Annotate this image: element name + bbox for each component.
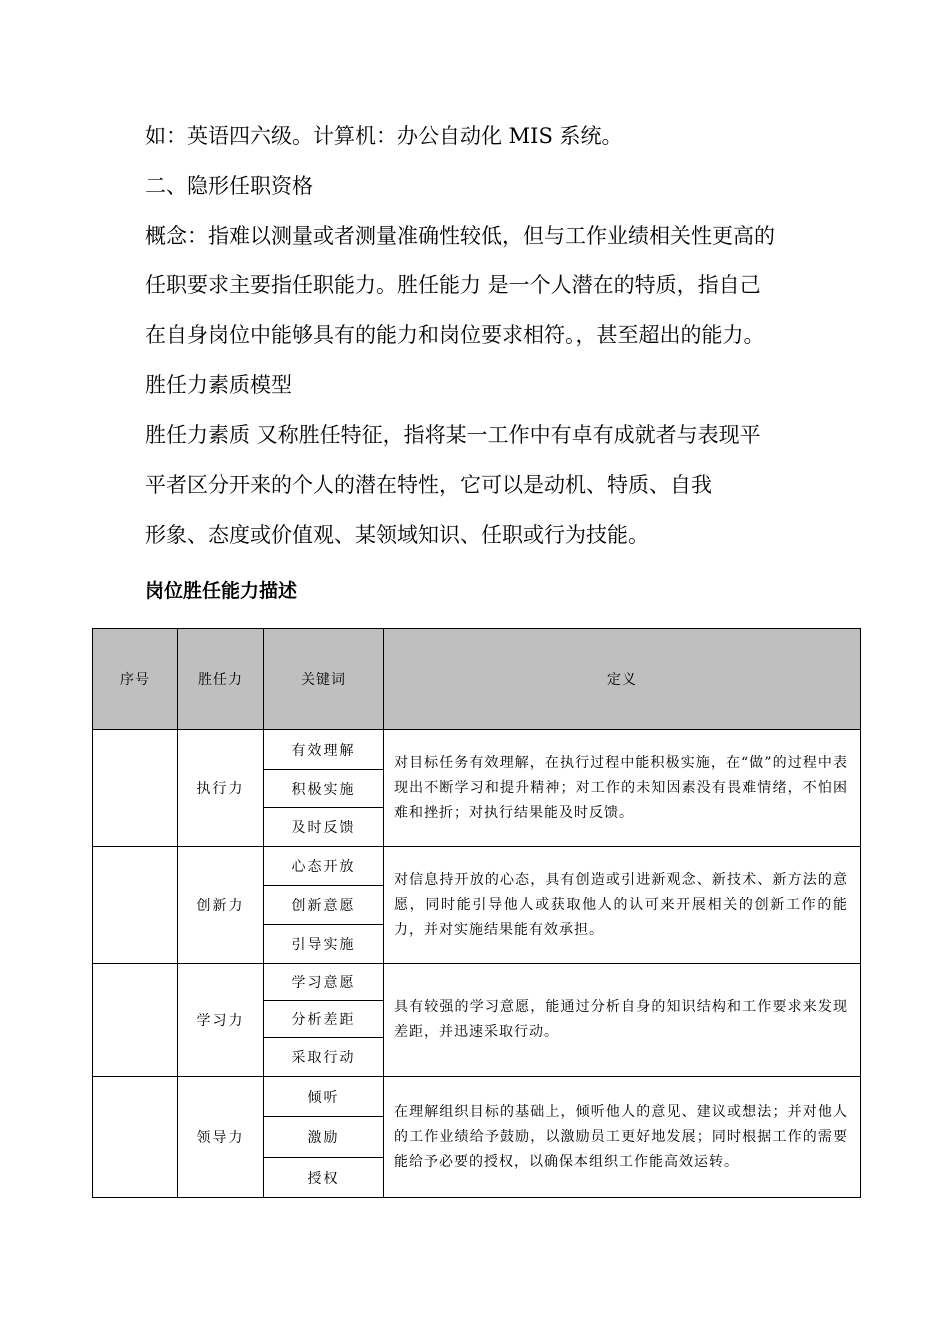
keyword-cell: 学习意愿 — [264, 964, 384, 1001]
definition-cell: 对信息持开放的心态，具有创造或引进新观念、新技术、新方法的意愿，同时能引导他人或获取他人的认可来开展相关的创新工作的能力，并对实施结果能有效承担。 — [384, 847, 861, 964]
keyword-cell: 有效理解 — [264, 730, 384, 770]
keyword-cell: 采取行动 — [264, 1038, 384, 1077]
table-row — [93, 730, 861, 770]
competency-cell: 领导力 — [178, 1077, 264, 1198]
table-row — [93, 964, 861, 1001]
keyword-cell: 倾听 — [264, 1077, 384, 1117]
keyword-cell: 授权 — [264, 1158, 384, 1198]
keyword-cell: 及时反馈 — [264, 808, 384, 847]
paragraph-line: 胜任力素质 又称胜任特征，指将某一工作中有卓有成就者与表现平 — [145, 423, 761, 447]
definition-cell: 对目标任务有效理解，在执行过程中能积极实施，在“做”的过程中表现出不断学习和提升精神；对工作的未知因素没有畏难情绪，不怕困难和挫折；对执行结果能及时反馈。 — [384, 730, 861, 847]
header-definition: 定义 — [384, 629, 861, 730]
header-seq: 序号 — [93, 629, 178, 730]
keyword-cell: 积极实施 — [264, 770, 384, 808]
seq-cell — [93, 964, 178, 1077]
competency-cell: 创新力 — [178, 847, 264, 964]
header-competency: 胜任力 — [178, 629, 264, 730]
competency-cell: 学习力 — [178, 964, 264, 1077]
table-row — [93, 1077, 861, 1117]
keyword-cell: 分析差距 — [264, 1001, 384, 1038]
keyword-cell: 心态开放 — [264, 847, 384, 886]
table-header-row — [93, 629, 861, 730]
section-heading: 二、隐形任职资格 — [145, 174, 313, 198]
definition-cell: 在理解组织目标的基础上，倾听他人的意见、建议或想法；并对他人的工作业绩给予鼓励，以激励员工更好地发展；同时根据工作的需要能给予必要的授权，以确保本组织工作能高效运转。 — [384, 1077, 861, 1198]
subsection-heading: 胜任力素质模型 — [145, 373, 292, 397]
header-keywords: 关键词 — [264, 629, 384, 730]
competency-cell: 执行力 — [178, 730, 264, 847]
competency-table — [92, 628, 861, 1198]
keyword-cell: 引导实施 — [264, 925, 384, 964]
paragraph-line: 在自身岗位中能够具有的能力和岗位要求相符。，甚至超出的能力。 — [145, 323, 765, 347]
paragraph-line: 概念：指难以测量或者测量准确性较低，但与工作业绩相关性更高的 — [145, 224, 775, 248]
keyword-cell: 激励 — [264, 1117, 384, 1158]
paragraph-line: 形象、态度或价值观、某领域知识、任职或行为技能。 — [145, 523, 649, 547]
table-row — [93, 847, 861, 886]
paragraph-line: 任职要求主要指任职能力。胜任能力 是一个人潜在的特质，指自己 — [145, 273, 761, 297]
paragraph-line: 如：英语四六级。计算机：办公自动化 MIS 系统。 — [145, 124, 623, 148]
keyword-cell: 创新意愿 — [264, 886, 384, 925]
paragraph-line: 平者区分开来的个人的潜在特性，它可以是动机、特质、自我 — [145, 473, 712, 497]
table-title: 岗位胜任能力描述 — [145, 580, 298, 602]
seq-cell — [93, 730, 178, 847]
seq-cell — [93, 847, 178, 964]
seq-cell — [93, 1077, 178, 1198]
definition-cell: 具有较强的学习意愿，能通过分析自身的知识结构和工作要求来发现差距，并迅速采取行动。 — [384, 964, 861, 1077]
